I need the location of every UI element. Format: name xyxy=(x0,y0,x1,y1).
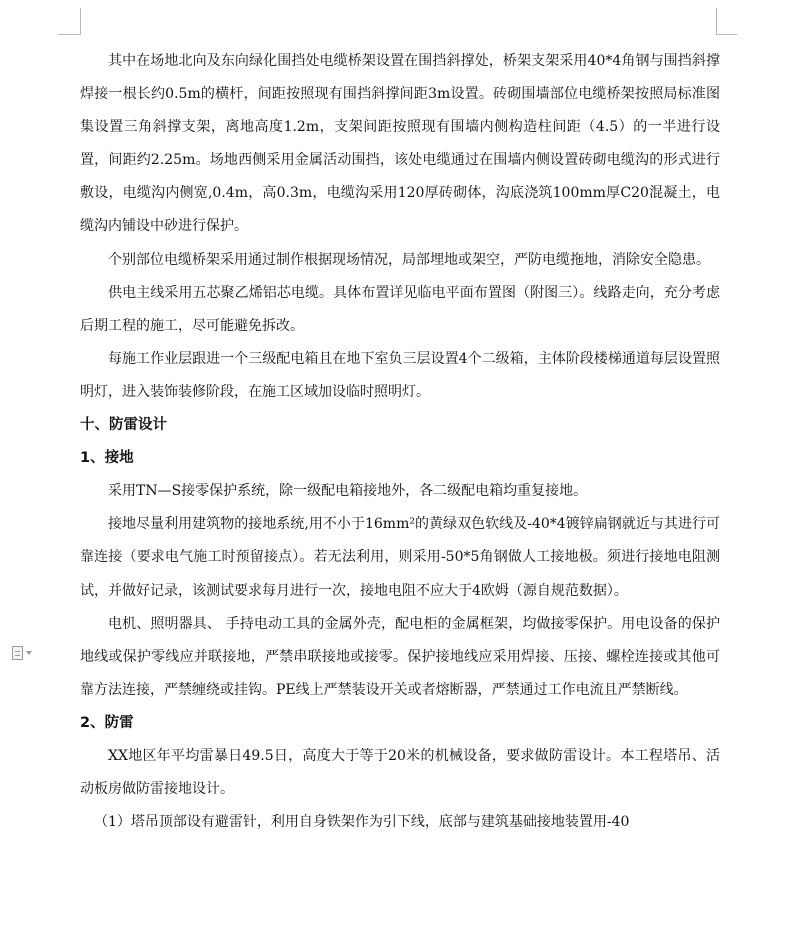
page-glyph-icon xyxy=(12,646,23,660)
paragraph-thunderstorm-days: XX地区年平均雷暴日49.5日，高度大于等于20米的机械设备，要求做防雷设计。本工程塔吊、活动板房做防雷接地设计。 xyxy=(80,747,720,798)
chevron-down-icon xyxy=(26,651,32,655)
section-heading-lightning: 十、防雷设计 xyxy=(80,417,167,434)
crop-mark-top-left xyxy=(58,8,81,35)
subheading-grounding: 1、接地 xyxy=(80,450,134,467)
paragraph-main-line: 供电主线采用五芯聚乙烯铝芯电缆。具体布置详见临电平面布置图（附图三）。线路走向，充分考虑后期工程的施工，尽可能避免拆改。 xyxy=(80,284,720,334)
paragraph-cable-tray: 其中在场地北向及东向绿化围挡处电缆桥架设置在围挡斜撑处，桥架支架采用40*4角钢与围挡斜撑焊接一根长约0.5m的横杆，间距按照现有围挡斜撑间距3m设置。砖砌围墙部位电缆桥架按照局标准图集设置三角斜撑支架，离地高度1.2m，支架间距按照现有围墙内侧构造柱间距（4.5）的一半进行设置，间距约2.25m。场地西侧采用金属活动围挡，该处电缆通过在围墙内侧设置砖砌电缆沟的形式进行敷设，电缆沟内侧宽,0.4m，高0.3m，电缆沟采用120厚砖砌体，沟底浇筑100mm厚C20混凝土，电缆沟内铺设中砂进行保护。 xyxy=(80,53,720,235)
paragraph-zero-protection: 电机、照明器具、 手持电动工具的金属外壳，配电柜的金属框架，均做接零保护。用电设备的保护地线或保护零线应并联接地，严禁串联接地或接零。保护接地线应采用焊接、压接、螺栓连接或其他可靠方法连接，严禁缠绕或挂钩。PE线上严禁装设开关或者熔断器，严禁通过工作电流且严禁断线。 xyxy=(80,615,720,698)
paragraph-grounding-system: 接地尽量利用建筑物的接地系统,用不小于16mm²的黄绿双色软线及-40*4镀锌扁钢就近与其进行可靠连接（要求电气施工时预留接点）。若无法利用，则采用-50*5角钢做人工接地极。须进行接地电阻测试，并做好记录，该测试要求每月进行一次，接地电阻不应大于4欧姆（源自规范数据）。 xyxy=(80,516,720,599)
subheading-lightning-protection: 2、防雷 xyxy=(80,714,134,731)
document-options-icon[interactable] xyxy=(12,645,42,661)
paragraph-partial-tray: 个别部位电缆桥架采用通过制作根据现场情况，局部埋地或架空，严防电缆拖地，消除安全隐患。 xyxy=(108,251,710,268)
paragraph-tns-system: 采用TN—S接零保护系统，除一级配电箱接地外，各二级配电箱均重复接地。 xyxy=(108,483,588,500)
crop-mark-top-right xyxy=(716,8,737,35)
list-item-tower-crane: （1）塔吊顶部设有避雷针，利用自身铁架作为引下线，底部与建筑基础接地装置用-40 xyxy=(94,814,630,831)
paragraph-distribution-box: 每施工作业层跟进一个三级配电箱且在地下室负三层设置4个二级箱，主体阶段楼梯通道每层设置照明灯，进入装饰装修阶段，在施工区域加设临时照明灯。 xyxy=(80,350,720,400)
document-body[interactable] xyxy=(80,45,720,839)
